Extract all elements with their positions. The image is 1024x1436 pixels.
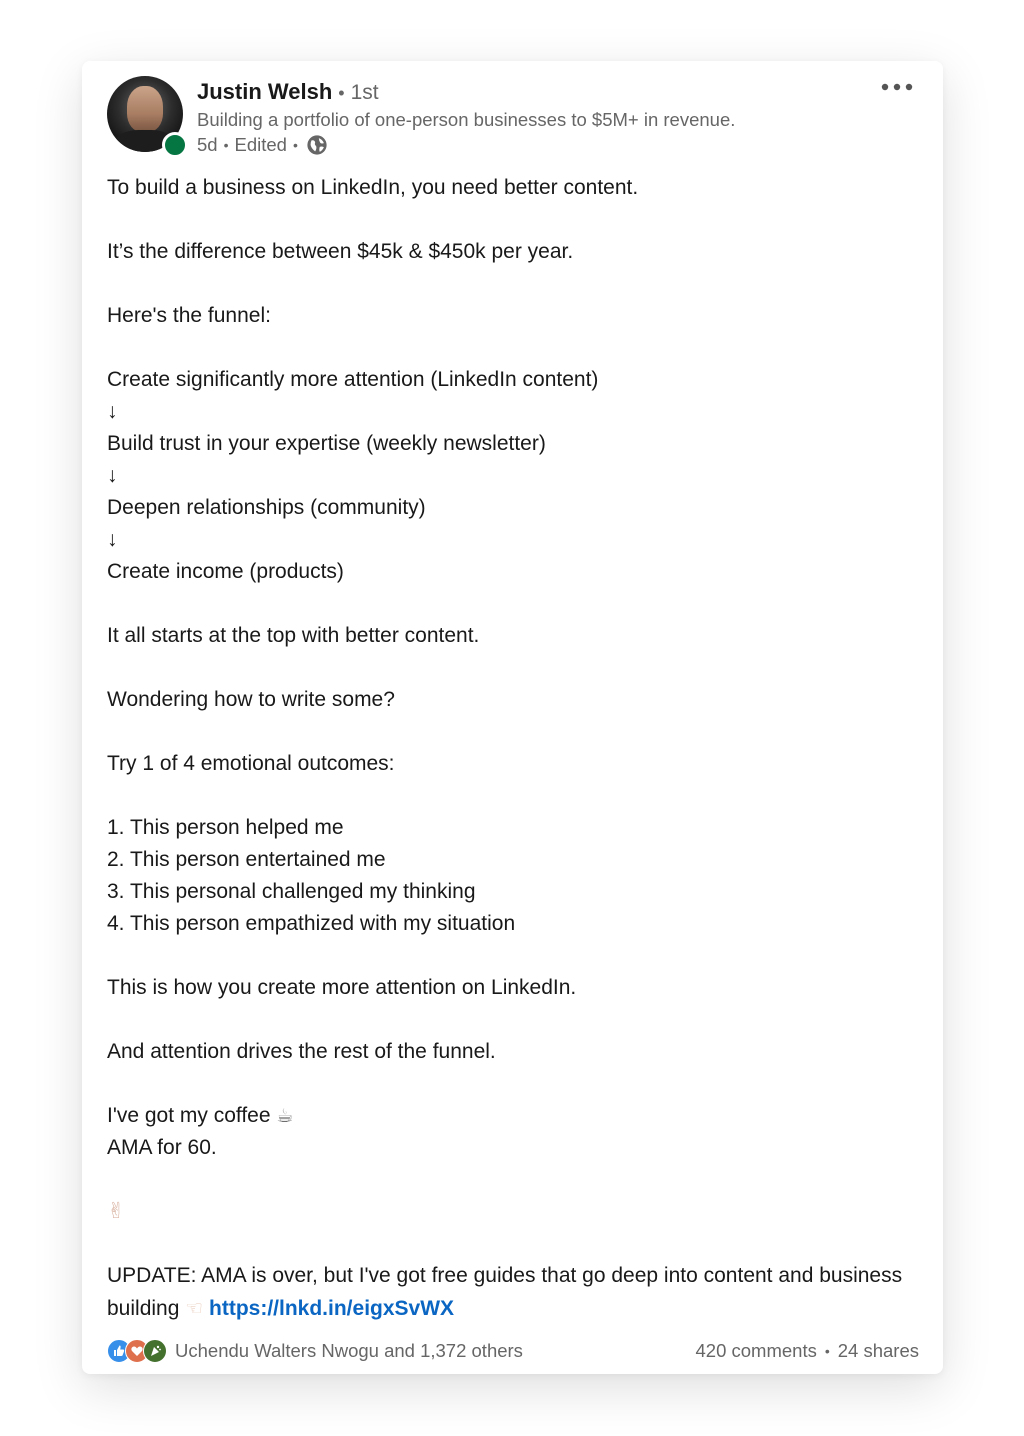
reaction-icons (107, 1339, 167, 1363)
post-line: It’s the difference between $45k & $450k per year. (107, 240, 574, 263)
outcome-item: 4. This person empathized with my situation (107, 912, 516, 935)
funnel-step: Create income (products) (107, 560, 344, 583)
reactions-text[interactable]: Uchendu Walters Nwogu and 1,372 others (175, 1340, 523, 1361)
avatar-face (127, 86, 163, 132)
more-options-button[interactable] (878, 79, 918, 99)
post-line: And attention drives the rest of the funnel. (107, 1040, 496, 1063)
post-line: To build a business on LinkedIn, you need better content. (107, 176, 639, 199)
separator-dot: • (223, 137, 229, 153)
down-arrow: ↓ (107, 400, 118, 423)
pointing-hand-icon: ☜ (185, 1296, 204, 1320)
reactions-summary[interactable] (107, 1339, 523, 1363)
post-line (107, 1196, 917, 1228)
peace-sign-icon: ✌ (107, 1199, 126, 1224)
author-name-row (197, 78, 379, 107)
post-line: This is how you create more attention on LinkedIn. (107, 976, 577, 999)
post-line: It all starts at the top with better content. (107, 624, 480, 647)
funnel-step: Create significantly more attention (LinkedIn content) (107, 368, 599, 391)
post-time[interactable]: 5d (197, 134, 218, 155)
separator-dot: • (292, 137, 298, 153)
globe-icon (306, 134, 328, 156)
celebrate-icon (143, 1339, 167, 1363)
post-meta (197, 133, 328, 157)
author-name[interactable]: Justin Welsh (197, 79, 333, 104)
shares-count[interactable]: 24 shares (837, 1340, 919, 1361)
separator-dot: • (824, 1343, 830, 1359)
update-text: UPDATE: AMA is over, but I've got free guides that go deep into content and business building (107, 1264, 903, 1320)
update-paragraph (107, 1260, 917, 1325)
post-body (107, 172, 917, 1325)
post-card (82, 61, 943, 1374)
funnel-step: Build trust in your expertise (weekly newsletter) (107, 432, 546, 455)
outcome-item: 1. This person helped me (107, 816, 344, 839)
guide-link[interactable]: https://lnkd.in/eigxSvWX (209, 1297, 455, 1320)
connection-degree: 1st (350, 81, 379, 104)
edited-label: Edited (234, 134, 287, 155)
online-status-indicator (162, 132, 188, 158)
post-line: Try 1 of 4 emotional outcomes: (107, 752, 395, 775)
post-line: Here's the funnel: (107, 304, 271, 327)
coffee-icon: ☕ (276, 1105, 294, 1127)
engagement-stats (696, 1340, 920, 1362)
post-line (107, 1100, 917, 1132)
funnel-step: Deepen relationships (community) (107, 496, 426, 519)
comments-count[interactable]: 420 comments (695, 1340, 817, 1361)
post-line: Wondering how to write some? (107, 688, 395, 711)
author-headline: Building a portfolio of one-person businesses to $5M+ in revenue. (197, 109, 736, 130)
social-counts-bar (107, 1338, 919, 1364)
separator-dot: • (338, 83, 345, 103)
outcome-item: 2. This person entertained me (107, 848, 386, 871)
outcome-item: 3. This personal challenged my thinking (107, 880, 476, 903)
post-line: AMA for 60. (107, 1136, 217, 1159)
coffee-line-text: I've got my coffee (107, 1104, 271, 1127)
down-arrow: ↓ (107, 464, 118, 487)
down-arrow: ↓ (107, 528, 118, 551)
